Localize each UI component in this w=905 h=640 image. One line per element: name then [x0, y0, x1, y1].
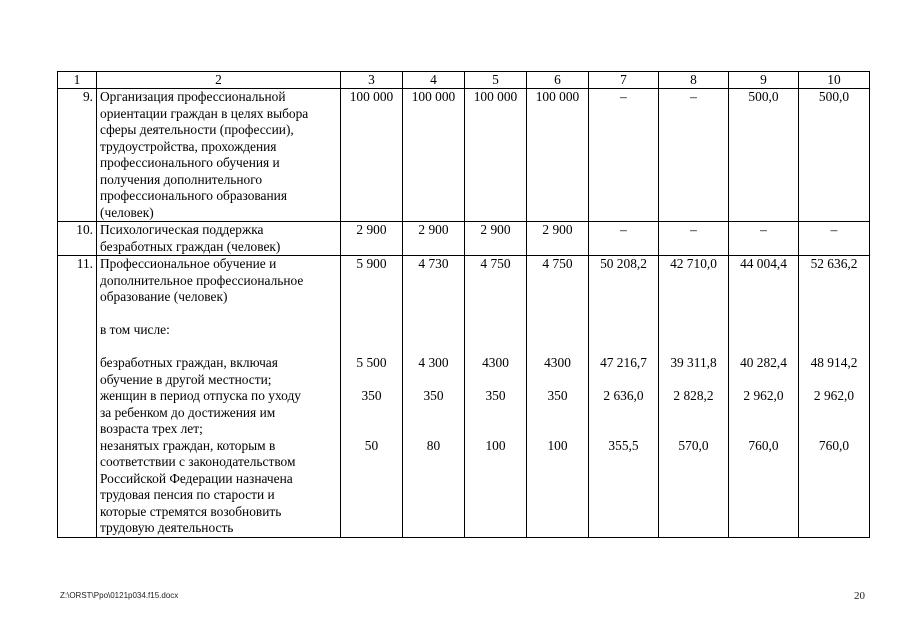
desc-line: профессионального образования: [100, 188, 287, 203]
value-cell: [341, 256, 403, 538]
value-cell: 2 900: [465, 222, 527, 256]
value-cell: [403, 256, 465, 538]
page-number: 20: [854, 590, 865, 602]
value-sub: 39 311,8: [670, 355, 717, 370]
desc-line: дополнительное профессиональное: [100, 272, 304, 288]
value-cell: –: [659, 222, 729, 256]
value-cell: –: [799, 222, 870, 256]
value-cell: 500,0: [799, 89, 870, 222]
row-description: [97, 222, 341, 256]
footer-file-path: Z:\ORST\Ppo\0121p034.f15.docx: [60, 591, 179, 600]
header-cell: 9: [729, 72, 799, 89]
value-sub: 40 282,4: [740, 355, 787, 370]
value-total: 4 750: [480, 256, 511, 271]
desc-line: (человек): [100, 204, 154, 220]
header-cell: 6: [527, 72, 589, 89]
header-cell: 7: [589, 72, 659, 89]
value-sub: 47 216,7: [600, 355, 647, 370]
value-cell: –: [729, 222, 799, 256]
value-sub: 2 962,0: [743, 388, 784, 403]
value-cell: 100 000: [341, 89, 403, 222]
table-row: [58, 89, 870, 222]
value-total: 44 004,4: [740, 256, 787, 271]
header-cell: 4: [403, 72, 465, 89]
header-cell: 2: [97, 72, 341, 89]
value-cell: –: [659, 89, 729, 222]
value-sub: 350: [485, 388, 506, 403]
value-sub: 2 636,0: [603, 388, 644, 403]
value-cell: [799, 256, 870, 538]
value-cell: 100 000: [403, 89, 465, 222]
value-total: 5 900: [356, 256, 387, 271]
value-sub: 350: [423, 388, 444, 403]
desc-line: Психологическая поддержка: [100, 222, 264, 237]
value-sub: 760,0: [748, 437, 779, 453]
value-cell: [589, 256, 659, 538]
value-sub: 4 300: [418, 355, 449, 370]
desc-line: получения дополнительного: [100, 171, 263, 187]
value-cell: 2 900: [527, 222, 589, 256]
desc-line: профессионального обучения и: [100, 155, 280, 170]
value-sub: 48 914,2: [810, 355, 858, 370]
value-cell: 2 900: [403, 222, 465, 256]
desc-line: незанятых граждан, которым в: [100, 437, 276, 453]
desc-line: ориентации граждан в целях выбора: [100, 105, 309, 121]
row-description: [97, 89, 341, 222]
header-cell: 10: [799, 72, 870, 89]
desc-line: возраста трех лет;: [100, 421, 203, 436]
value-sub: 50: [364, 437, 379, 453]
desc-line: трудовая пенсия по старости и: [100, 487, 275, 502]
desc-line: сферы деятельности (профессии),: [100, 122, 294, 137]
value-cell: [465, 256, 527, 538]
data-table: [57, 71, 870, 538]
header-cell: 3: [341, 72, 403, 89]
desc-line: трудоустройства, прохождения: [100, 138, 277, 154]
value-cell: –: [589, 89, 659, 222]
desc-line: которые стремятся возобновить: [100, 503, 282, 519]
desc-line: за ребенком до достижения им: [100, 404, 276, 420]
desc-line: Российской Федерации назначена: [100, 470, 293, 486]
value-cell: 100 000: [465, 89, 527, 222]
value-sub: 80: [426, 437, 441, 453]
table-row: [58, 256, 870, 538]
value-total: 4 750: [542, 256, 573, 271]
value-sub: 4300: [544, 355, 571, 370]
value-total: 4 730: [418, 256, 449, 271]
desc-line: обучение в другой местности;: [100, 371, 272, 387]
table-row: [58, 222, 870, 256]
desc-line: Организация профессиональной: [100, 89, 286, 104]
value-total: 42 710,0: [670, 256, 717, 271]
desc-line: женщин в период отпуска по уходу: [100, 388, 301, 403]
desc-line: образование (человек): [100, 289, 228, 304]
row-number: 11.: [58, 256, 97, 538]
value-sub: 355,5: [608, 437, 639, 453]
value-sub: 350: [547, 388, 568, 403]
value-sub: 2 828,2: [673, 388, 714, 403]
value-cell: 2 900: [341, 222, 403, 256]
value-sub: 350: [361, 388, 382, 403]
value-cell: 100 000: [527, 89, 589, 222]
row-description: [97, 256, 341, 538]
value-sub: 2 962,0: [813, 388, 855, 403]
value-total: 50 208,2: [600, 256, 647, 271]
value-cell: [729, 256, 799, 538]
desc-line: безработных граждан, включая: [100, 355, 278, 370]
desc-line: трудовую деятельность: [100, 520, 234, 535]
value-cell: [659, 256, 729, 538]
value-sub: 4300: [482, 355, 509, 370]
header-cell: 5: [465, 72, 527, 89]
desc-line: соответствии с законодательством: [100, 454, 296, 469]
value-sub: 100: [547, 437, 568, 453]
value-sub: 570,0: [678, 437, 709, 453]
desc-line: Профессиональное обучение и: [100, 256, 277, 271]
value-cell: –: [589, 222, 659, 256]
value-cell: 500,0: [729, 89, 799, 222]
value-total: 52 636,2: [810, 256, 858, 271]
value-sub: 5 500: [356, 355, 387, 370]
value-cell: [527, 256, 589, 538]
row-number: 9.: [58, 89, 97, 222]
header-row: [58, 72, 870, 89]
desc-line: безработных граждан (человек): [100, 238, 281, 254]
header-cell: 1: [58, 72, 97, 89]
value-sub: 100: [485, 437, 506, 453]
row-number: 10.: [58, 222, 97, 256]
including-label: в том числе:: [100, 322, 170, 337]
value-sub: 760,0: [818, 437, 850, 453]
header-cell: 8: [659, 72, 729, 89]
